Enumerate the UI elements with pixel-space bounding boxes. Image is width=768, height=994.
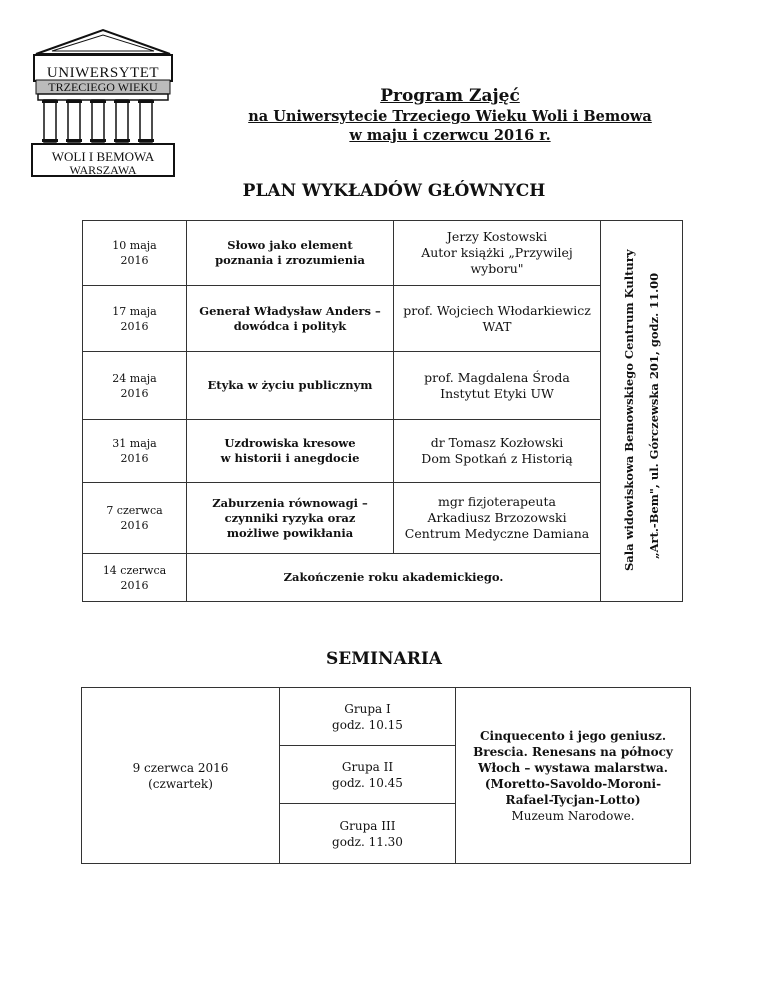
lecture-topic: Generał Władysław Anders – dowódca i polityk (187, 286, 394, 352)
lecture-date: 10 maja 2016 (83, 221, 187, 286)
lecture-topic: Słowo jako element poznania i zrozumienia (187, 221, 394, 286)
lecture-date: 24 maja 2016 (83, 352, 187, 420)
lectures-table (82, 220, 683, 602)
lecture-date: 14 czerwca 2016 (83, 554, 187, 602)
logo-text-warszawa: WARSZAWA (69, 163, 137, 177)
seminars-table (81, 687, 691, 864)
logo-text-uniwersytet: UNIWERSYTET (46, 65, 160, 81)
lecture-date: 17 maja 2016 (83, 286, 187, 352)
lectures-section-title: PLAN WYKŁADÓW GŁÓWNYCH (242, 181, 546, 201)
lecture-speaker: prof. Magdalena Środa Instytut Etyki UW (394, 352, 601, 420)
closing-text: Zakończenie roku akademickiego. (187, 554, 601, 602)
venue-address: „Art.-Bem", ul. Górczewska 201, godz. 11.00 (647, 272, 661, 559)
seminar-group: Grupa I godz. 10.15 (280, 688, 456, 746)
lecture-row (83, 221, 683, 286)
logo-text-woli-bemowa: WOLI I BEMOWA (51, 149, 155, 164)
seminar-description: Cinquecento i jego geniusz. Brescia. Renesans na północy Włoch – wystawa malarstwa. (Moretto-Savoldo-Moroni- Rafael-Tycjan-Lotto) Muzeum Narodowe. (456, 688, 691, 864)
lecture-row (83, 483, 683, 554)
lecture-topic: Etyka w życiu publicznym (187, 352, 394, 420)
lecture-row (83, 352, 683, 420)
logo-text-trzeciego-wieku: TRZECIEGO WIEKU (48, 80, 158, 94)
lecture-topic: Uzdrowiska kresowe w historii i anegdocie (187, 420, 394, 483)
venue-cell (601, 221, 683, 602)
venue-name: Sala widowiskowa Bemowskiego Centrum Kultury (622, 249, 636, 571)
lecture-speaker: mgr fizjoterapeuta Arkadiusz Brzozowski Centrum Medyczne Damiana (394, 483, 601, 554)
seminars-section-title: SEMINARIA (325, 649, 442, 669)
lecture-date: 31 maja 2016 (83, 420, 187, 483)
page-title: Program Zajęć (380, 86, 520, 106)
seminar-row (82, 688, 691, 746)
university-logo (30, 28, 176, 178)
page-subtitle-line1: na Uniwersytecie Trzeciego Wieku Woli i Bemowa (248, 108, 652, 125)
lecture-row (83, 420, 683, 483)
page-subtitle-line2: w maju i czerwcu 2016 r. (349, 127, 551, 144)
lecture-speaker: dr Tomasz Kozłowski Dom Spotkań z Historią (394, 420, 601, 483)
page-header (200, 85, 700, 145)
seminar-date: 9 czerwca 2016 (czwartek) (82, 688, 280, 864)
lecture-topic: Zaburzenia równowagi – czynniki ryzyka oraz możliwe powikłania (187, 483, 394, 554)
seminar-group: Grupa II godz. 10.45 (280, 746, 456, 804)
seminar-group: Grupa III godz. 11.30 (280, 804, 456, 864)
seminar-location: Muzeum Narodowe. (511, 808, 635, 823)
lecture-speaker: Jerzy Kostowski Autor książki „Przywilej wyboru" (394, 221, 601, 286)
lecture-speaker: prof. Wojciech Włodarkiewicz WAT (394, 286, 601, 352)
lecture-row (83, 286, 683, 352)
lecture-row-closing (83, 554, 683, 602)
lecture-date: 7 czerwca 2016 (83, 483, 187, 554)
